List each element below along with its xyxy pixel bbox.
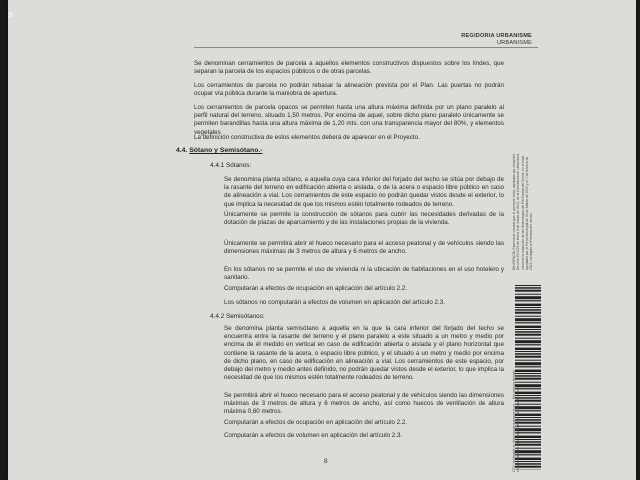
side-stamp-verificacion: CSV: Verificable en https://sede.ajuntament.es — Documento firmado electrónicamente desde la plataforma esPublico Gestiona — [512, 370, 521, 472]
paragraph-definicion-constructiva: La definición constructiva de estos elementos deberá de aparecer en el Proyecto. — [194, 134, 420, 141]
paragraph-sotano-hueco: Únicamente se permitirá abrir el hueco necesario para el acceso peatonal y de vehículos siendo las dimensiones máximas de 3 metros de altura y 6 metros de ancho. — [224, 240, 504, 256]
paragraph-semisotano-hueco: Se permitirá abrir el hueco necesario para el acceso peatonal y de vehículos siendo las dimensiones máximas de 3 metros de altura y 6 metros de ancho, así como huecos de ventilación de altura máxima 0,60 metros. — [224, 392, 504, 416]
paragraph-sotano-definicion: Se denomina planta sótano, a aquella cuya cara inferior del forjado del techo se sitúa por debajo de la rasante del terreno en edificación abierta o aislada, o de la acera o espacio libre público en caso de alineación a vial. Los cerramientos de este espacio no podrán quedar vistos desde el exterior, lo que implica la necesidad de que los mismos estén totalmente rodeados de terreno. — [224, 176, 504, 208]
paragraph-cerramientos-alineacion: Los cerramientos de parcela no podrán rebasar la alineación prevista por el Plan. Las puertas no podrán ocupar vía pública durante la maniobra de apertura. — [194, 82, 504, 98]
paragraph-cerramientos-definicion: Se denominan cerramientos de parcela a aquellos elementos constructivos dispuestos sobre los lindes, que separan la parcela de los espacios públicos o de otras parcelas. — [194, 60, 504, 76]
section-title: Sótano y Semisótano.- — [189, 147, 263, 154]
section-number: 4.4. — [176, 147, 188, 154]
paragraph-semisotano-definicion: Se denomina planta semisótano a aquella en la que la cara inferior del forjado del techo se encuentra entre la rasante del terreno y el plano paralelo a este situado a un metro y medio por encima de él medido en vertical en caso de edificación abierta o aislada y el plano horizontal que contiene la rasante de la acera, o espacio libre público, y el situado a un metro y medio por encima de dicho plano, en caso de edificación en alineación a vial. Los cerramientos de este espacio, por debajo del metro y medio antes definido, no podrán quedar vistos desde el exterior, lo que implica la necesidad de que los mismos estén totalmente rodeados de terreno. — [224, 325, 504, 382]
paragraph-sotano-volumen: Los sótanos no computarán a efectos de volumen en aplicación del artículo 2.3. — [224, 299, 445, 306]
paragraph-sotano-ocupacion: Computarán a efectos de ocupación en aplicación del artículo 2.2. — [224, 285, 408, 292]
subsection-heading-4-4-1: 4.4.1 Sótanos: — [210, 162, 252, 169]
page-number: 8 — [324, 458, 328, 465]
paragraph-sotano-vivienda: En los sótanos no se permite el uso de vivienda ni la ubicación de habitaciones en el uso hotelero y sanitario. — [224, 266, 504, 282]
document-page — [8, 0, 636, 480]
paragraph-cerramientos-opacos: Los cerramientos de parcela opacos se permiten hasta una altura máxima definida por un plano paralelo al perfil natural del terreno, situado 1,50 metros. Por encima de aquel, sobre dicho plano paralelo únicamente se permiten barandillas hasta una altura máxima de 1,20 mts. con una transparencia mayor del 80%, y elementos vegetales — [194, 104, 504, 136]
header-subdepartment: URBANISME — [496, 40, 532, 46]
paragraph-semisotano-volumen: Computarán a efectos de volumen en aplicación del artículo 2.3. — [224, 432, 403, 439]
side-stamp-diligencia: DILIGENCIA: Para hacer constar que el presente texto, aprobado por virtud del Decreto 2013/23 de fecha 5 de marzo de 2013, de la Conselleria de Urbanismo, contiene la redacción de las Ordenanzas del Pla Parcial del Sector, en el texto aprobado por el Pleno Municipal de 30 de Marzo de 2013 y el 7 de febrero de 2013, corregido en Plenario del mismo. — [512, 153, 534, 270]
paragraph-sotano-usos: Únicamente se permite la construcción de sótanos para cubrir las necesidades derivadas de la dotación de plazas de aparcamiento y de las instalaciones propias de la vivienda. — [224, 211, 504, 227]
header-department: REGIDORIA URBANISME — [461, 33, 532, 39]
subsection-heading-4-4-2: 4.4.2 Semisótanos: — [210, 313, 265, 320]
header-rule — [194, 47, 538, 48]
corner-mark: s — [8, 9, 14, 19]
section-heading-4-4 — [176, 147, 263, 154]
paragraph-semisotano-ocupacion: Computarán a efectos de ocupación en aplicación del artículo 2.2. — [224, 419, 408, 426]
